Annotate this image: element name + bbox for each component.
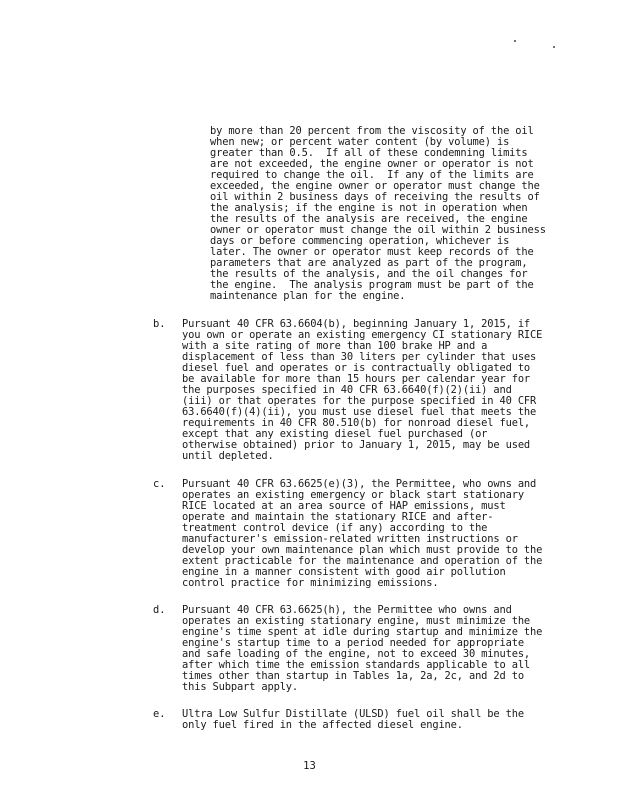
text-line: develop your own maintenance plan which must provide to the (182, 544, 543, 556)
item-marker: d. (153, 604, 166, 616)
text-line: Pursuant 40 CFR 63.6625(h), the Permittee who owns and (182, 604, 512, 616)
text-line: Pursuant 40 CFR 63.6625(e)(3), the Permittee, who owns and (182, 478, 537, 490)
page-number: 13 (303, 760, 316, 772)
text-line: exceeded, the engine owner or operator must change the (210, 180, 540, 192)
text-line: otherwise obtained) prior to January 1, 2015, may be used (182, 439, 531, 451)
text-line: oil within 2 business days of receiving the results of (210, 191, 540, 203)
text-line: this Subpart apply. (182, 681, 299, 693)
text-line: owner or operator must change the oil within 2 business (210, 224, 546, 236)
text-line: 63.6640(f)(4)(ii), you must use diesel fuel that meets the (182, 406, 537, 418)
text-line: times other than startup in Tables 1a, 2a, 2c, and 2d to (182, 670, 524, 682)
text-line: greater than 0.5. If all of these condemning limits (210, 147, 528, 159)
text-line: you own or operate an existing emergency CI stationary RICE (182, 329, 543, 341)
text-line: except that any existing diesel fuel purchased (or (182, 428, 488, 440)
text-line: engine in a manner consistent with good air pollution (182, 566, 506, 578)
text-line: displacement of less than 30 liters per cylinder that uses (182, 351, 537, 363)
text-line: only fuel fired in the affected diesel engine. (182, 719, 463, 731)
text-line: manufacturer's emission-related written instructions or (182, 533, 518, 545)
text-line: engine's startup time to a period needed for appropriate (182, 637, 524, 649)
item-marker: e. (153, 708, 166, 720)
text-line: extent practicable for the maintenance and operation of the (182, 555, 543, 567)
text-line: later. The owner or operator must keep records of the (210, 246, 534, 258)
text-line: operate and maintain the stationary RICE and after- (182, 511, 494, 523)
text-line: (iii) or that operates for the purpose specified in 40 CFR (182, 395, 537, 407)
text-line: with a site rating of more than 100 brake HP and a (182, 340, 488, 352)
text-line: are not exceeded, the engine owner or operator is not (210, 158, 534, 170)
text-line: the engine. The analysis program must be part of the (210, 279, 534, 291)
text-line: engine's time spent at idle during startup and minimize the (182, 626, 543, 638)
text-line: Ultra Low Sulfur Distillate (ULSD) fuel oil shall be the (182, 708, 524, 720)
text-line: parameters that are analyzed as part of the program, (210, 257, 528, 269)
scan-speck (553, 46, 555, 48)
text-line: requirements in 40 CFR 80.510(b) for nonroad diesel fuel, (182, 417, 531, 429)
text-line: diesel fuel and operates or is contractually obligated to (182, 362, 531, 374)
text-line: maintenance plan for the engine. (210, 290, 406, 302)
text-line: until depleted. (182, 450, 274, 462)
text-line: be available for more than 15 hours per calendar year for (182, 373, 531, 385)
text-line: RICE located at an area source of HAP emissions, must (182, 500, 506, 512)
item-marker: b. (153, 318, 166, 330)
text-line: treatment control device (if any) according to the (182, 522, 488, 534)
text-line: and safe loading of the engine, not to exceed 30 minutes, (182, 648, 531, 660)
text-line: the results of the analysis, and the oil changes for (210, 268, 528, 280)
text-line: required to change the oil. If any of the limits are (210, 169, 534, 181)
text-line: Pursuant 40 CFR 63.6604(b), beginning January 1, 2015, if (182, 318, 531, 330)
text-line: by more than 20 percent from the viscosity of the oil (210, 125, 534, 137)
text-line: the purposes specified in 40 CFR 63.6640(f)(2)(ii) and (182, 384, 512, 396)
text-line: control practice for minimizing emissions. (182, 577, 439, 589)
text-line: operates an existing emergency or black start stationary (182, 489, 524, 501)
text-line: operates an existing stationary engine, must minimize the (182, 615, 531, 627)
item-marker: c. (153, 478, 166, 490)
text-line: days or before commencing operation, whichever is (210, 235, 510, 247)
text-line: when new; or percent water content (by volume) is (210, 136, 510, 148)
text-line: after which time the emission standards applicable to all (182, 659, 531, 671)
scan-speck (514, 40, 516, 42)
text-line: the analysis; if the engine is not in operation when (210, 202, 528, 214)
text-line: the results of the analysis are received, the engine (210, 213, 528, 225)
